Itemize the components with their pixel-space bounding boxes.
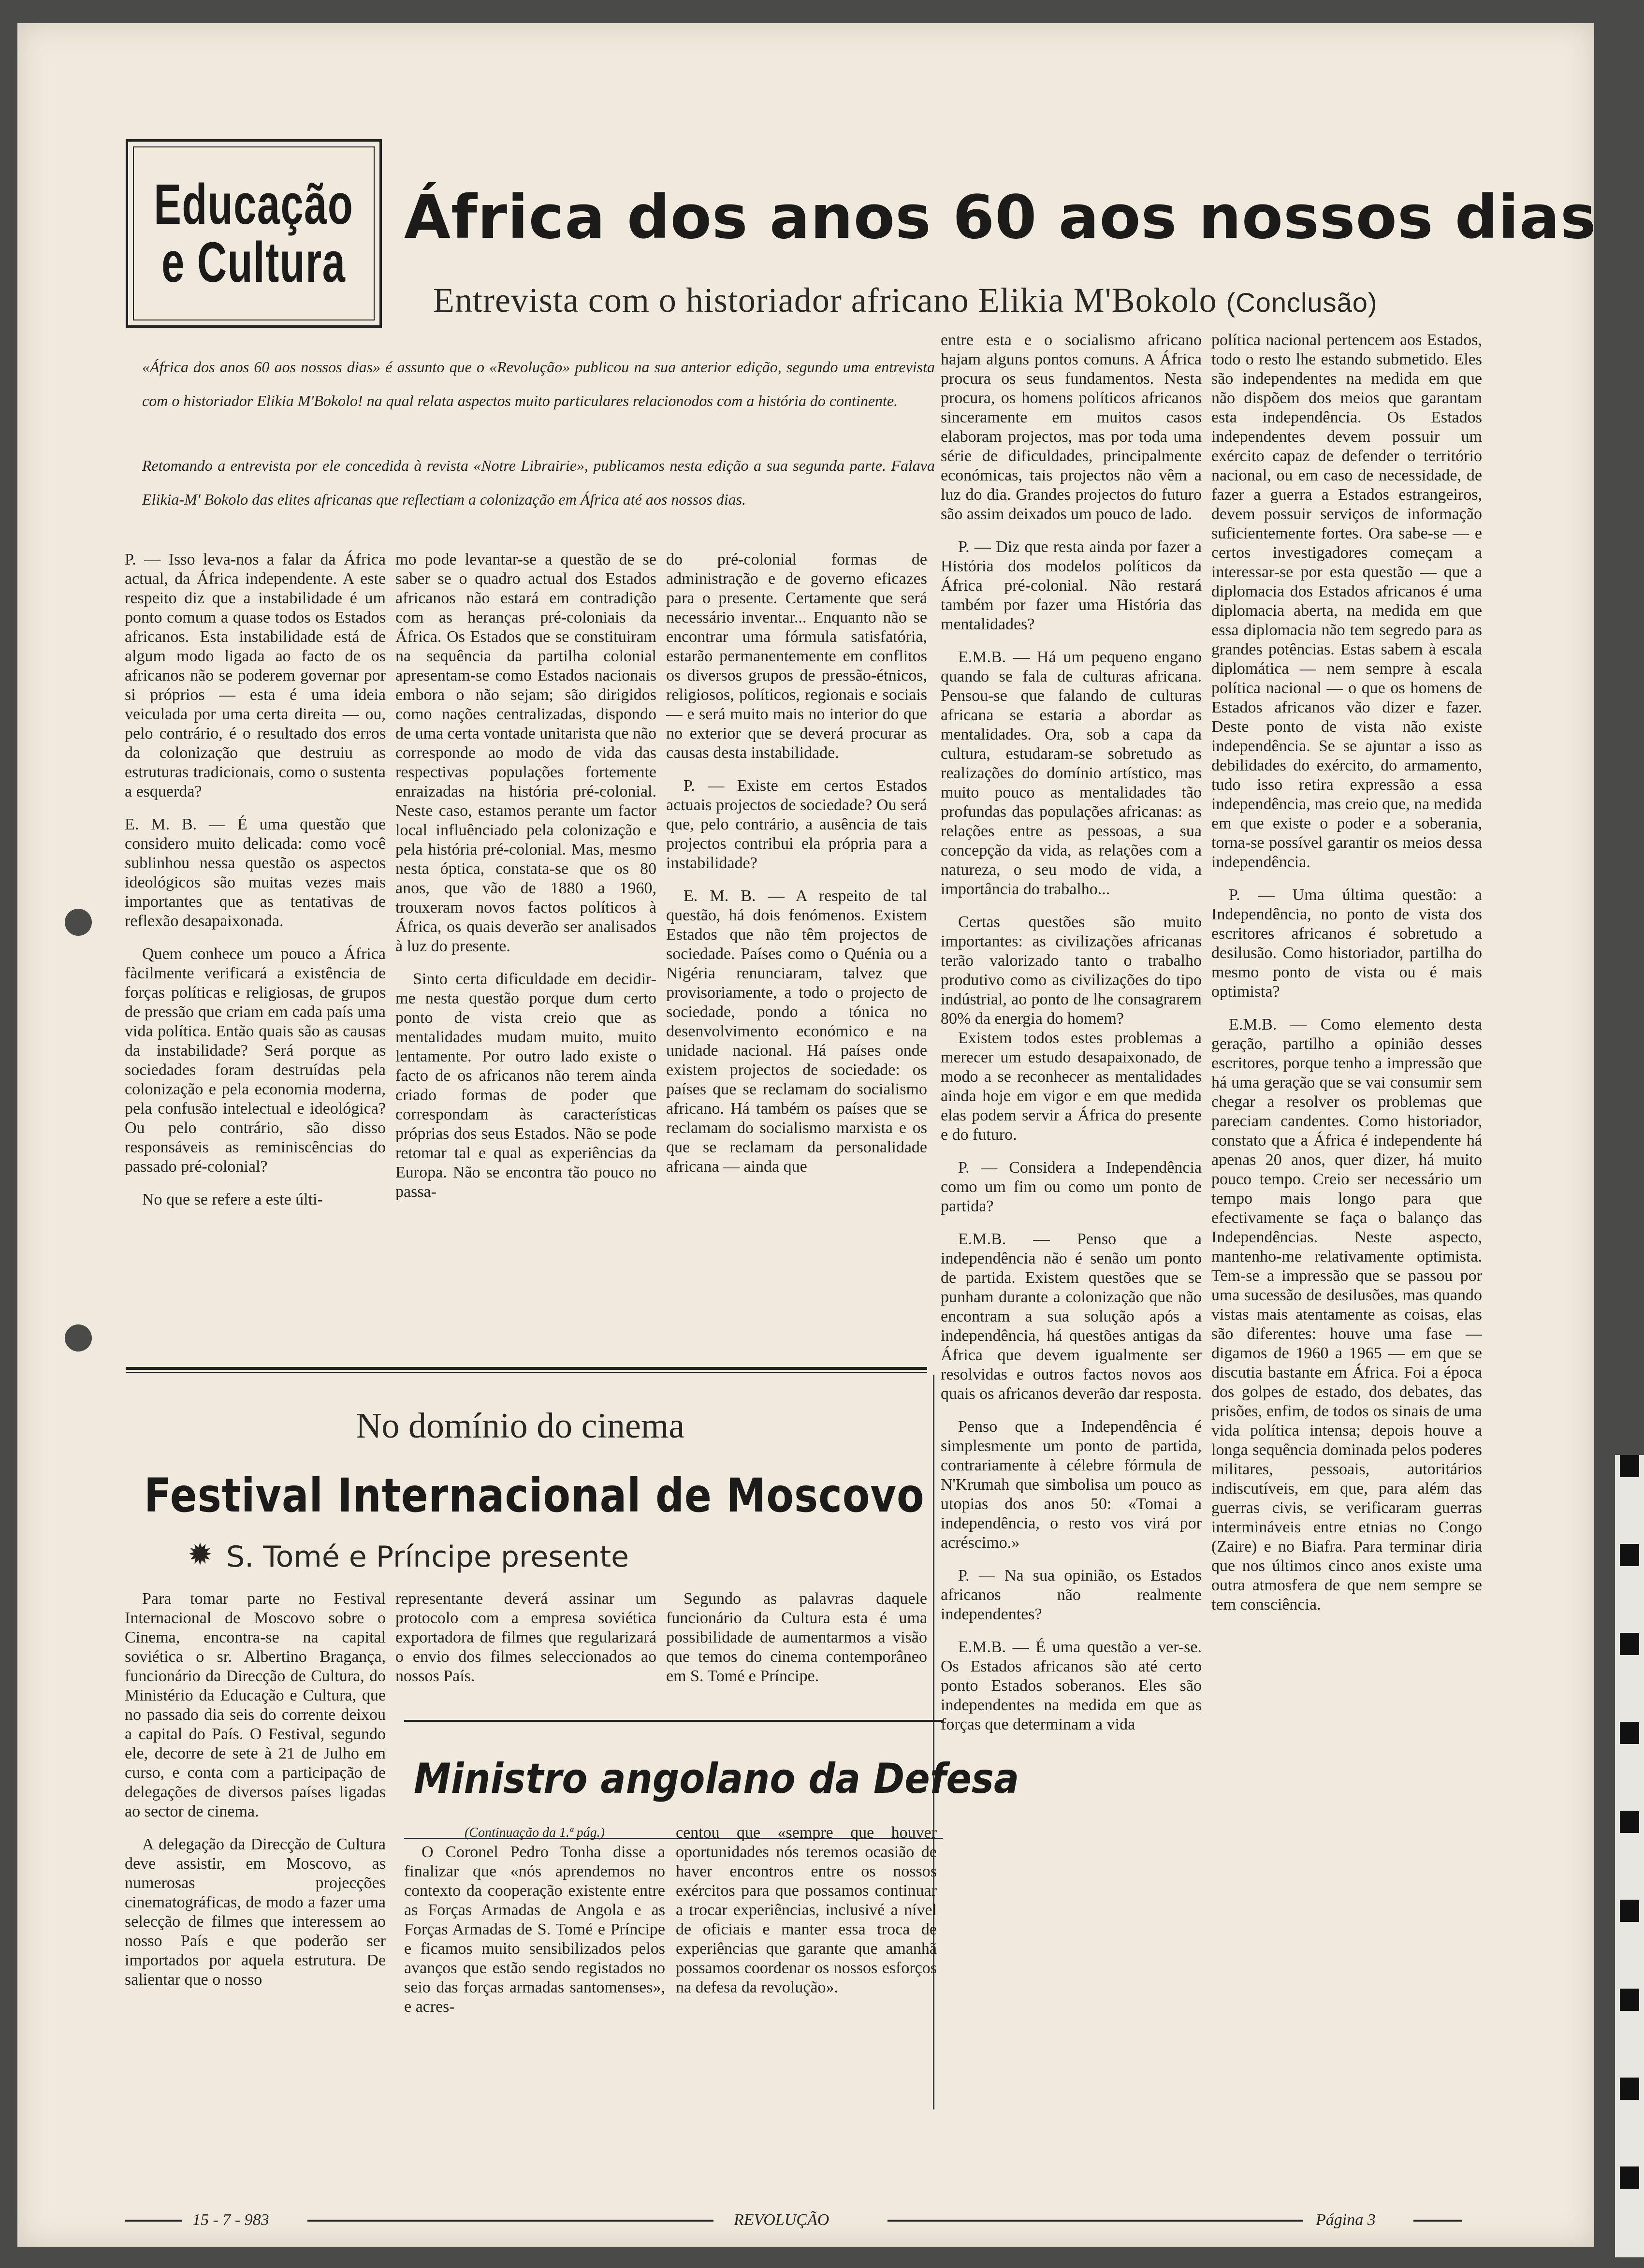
article-intro-1: «África dos anos 60 aos nossos dias» é assunto que o «Revolução» publicou na sua anterior edição, segundo uma entrevista com o historiador Elikia M'Bokolo! na qual relata aspectos muito particulares relacionodos com a história do continente. [142,358,935,409]
ministro-title: Ministro angolano da Defesa [414,1755,1019,1803]
paragraph: Penso que a Independência é simplesmente um ponto de partida, contrariamente à célebre fórmula de N'Krumah que simbolisa um pouco as utopias dos anos 50: «Tomai a independência, o resto vos virá por acréscimo.» [941,1418,1202,1552]
ruler-segment [1620,1900,1639,1922]
article-subtitle-text: Entrevista com o historiador africano Elikia M'Bokolo [433,281,1217,320]
paragraph: Certas questões são muito importantes: as civilizações africanas terão valorizado tanto o trabalho produtivo como as civilizações do tipo indústrial, ao ponto de lhe consagrarem 80% da energia do homem? [941,913,1202,1028]
paragraph: Para tomar parte no Festival Internacional de Moscovo sobre o Cinema, encontra-se na capital soviética o sr. Albertino Bragança, funcionário da Direcção de Cultura, do Ministério da Educação e Cultura, que no passado dia seis do corrente deixou a capital do País. O Festival, segundo ele, decorre de sete à 21 de Julho em curso, e conta com a participação de delegações de diversos países ligadas ao sector de cinema. [125,1590,386,1820]
paragraph: P. — Uma última questão: a Independência, no ponto de vista dos escritores africanos é sobretudo a desilusão. Como historiador, partilha do mesmo ponto de vista ou é mais optimista? [1211,886,1482,1001]
ruler-segment [1620,1811,1639,1833]
newspaper-page [17,23,1597,2247]
cinema-kicker: No domínio do cinema [356,1406,685,1446]
article-subtitle [433,280,1378,320]
footer-page: Página 3 [1316,2211,1376,2229]
cinema-column-1 [125,1589,386,1990]
scale-ruler [1615,1455,1644,2257]
festival-subtitle: S. Tomé e Príncipe presente [226,1540,629,1574]
article-column-1 [125,550,386,1209]
article-intro-2: Retomando a entrevista por ele concedida à revista «Notre Librairie», publicamos nesta edição a sua segunda parte. Falava Elikia-M' Bokolo das elites africanas que reflectiam a colonização em África até aos nossos dias. [142,457,935,508]
paragraph: mo pode levantar-se a questão de se saber se o quadro actual dos Estados africanos não estará em contradição com as heranças pré-coloniais da África. Os Estados que se constituiram na sequência da partilha colonial apresentam-se como Estados nacionais embora o não sejam; são dirigidos como nações centralizadas, dispondo de uma certa vontade unitarista que não corresponde ao modo de vida das respectivas populações fortemente enraizadas na história pré-colonial. Neste caso, estamos perante um factor local influênciado pela colonização e pela história pré-colonial. Mas, mesmo nesta óptica, constata-se que os 80 anos, que vão de 1880 a 1960, trouxeram novos factos políticos à África, os quais deverão ser analisados à luz do presente. [395,551,656,955]
ruler-segment [1620,1633,1639,1655]
paragraph: No que se refere a este últi- [142,1191,323,1208]
paragraph: E.M.B. — É uma questão a ver-se. Os Estados africanos são até certo ponto Estados soberanos. Eles são independentes na medida em que as forças que determinam a vida [941,1638,1202,1733]
ruler-segment [1620,2166,1639,2189]
footer-publication: REVOLUÇÃO [734,2211,829,2229]
paragraph: E. M. B. — A respeito de tal questão, há dois fenómenos. Existem Estados que não têm projectos de sociedade. Países como o Quénia ou a Nigéria renunciaram, talvez que provisoriamente, a todo o projecto de sociedade, pondo a tónica no desenvolvimento económico e na unidade nacional. Há países onde existem projectos de sociedade: os países que se reclamam do socialismo africano. Há também os países que se reclamam do socialismo marxista e os que se reclamam da personalidade africana — ainda que [666,887,927,1176]
ruler-segment [1620,1722,1639,1744]
paragraph: P. — Considera a Independência como um fim ou como um ponto de partida? [941,1159,1202,1215]
punch-hole [65,1324,92,1352]
ruler-segment [1620,1544,1639,1566]
section-divider-thin [126,1372,927,1373]
paragraph: entre esta e o socialismo africano hajam alguns pontos comuns. A África procura os seus fundamentos. Nesta procura, os homens políticos africanos sinceramente em muitos casos elaboram projectos, mas por toda uma série de dificuldades, principalmente económicas, tais projectos não vêm a luz do dia. Grandes projectos do futuro são assim deixados um pouco de lado. [941,331,1202,523]
ministro-column-1 [404,1823,665,2017]
paragraph: A delegação da Direcção de Cultura deve assistir, em Moscovo, as numerosas projecções cinematográficas, de modo a fazer uma selecção de filmes que interessem ao nosso País e que poderão ser importados por aquela estrutura. De salientar que o nosso [125,1835,386,1989]
paragraph: E. M. B. — É uma questão que considero muito delicada: como você sublinhou nessa questão os aspectos ideológicos são muitas vezes mais importantes que as tentativas de reflexão desapaixonada. [125,815,386,930]
festival-title: Festival Internacional de Moscovo [144,1468,925,1523]
article-title: África dos anos 60 aos nossos dias [404,183,1597,252]
article-column-5 [1211,331,1482,1614]
footer-rule [307,2220,713,2222]
paragraph: centou que «sempre que houver oportunidades nós teremos ocasião de haver encontros entre os nossos exércitos para que possamos continuar a trocar experiências, inclusivé a nível de oficiais e manter essa troca de experiências que garante que amanhã possamos coordenar os nossos esforços na defesa da revolução». [676,1824,937,1996]
ministro-column-2 [676,1823,937,1997]
paragraph: P. — Na sua opinião, os Estados africanos não realmente independentes? [941,1567,1202,1623]
section-badge [126,139,382,328]
footer-date: 15 - 7 - 983 [192,2211,269,2229]
footer-rule [1413,2220,1462,2222]
article-column-2 [395,550,656,1202]
footer-rule [125,2220,182,2222]
ruler-segment [1620,1455,1639,1477]
footer-rule [887,2220,1303,2222]
section-badge-line2: e Cultura [161,231,346,294]
paragraph: P. — Isso leva-nos a falar da África actual, da África independente. A este respeito diz que a instabilidade é um ponto comum a quase todos os Estados africanos. Esta instabilidade está de algum modo ligada ao facto de os africanos não se poderem governar por si próprios — esta é uma ideia veiculada por uma certa direita — ou, pelo contrário, é o resultado dos erros da colonização que destruiu as estruturas tradicionais, como o sustenta a esquerda? [125,551,386,800]
cinema-column-3 [666,1589,927,1686]
paragraph: E.M.B. — Há um pequeno engano quando se fala de culturas africana. Pensou-se que falando de culturas africana se estaria a abordar as mentalidades. Ora, sob a capa da cultura, estudaram-se sobretudo as realizações do domínio artístico, mas muito pouco as mentalidades tão profundas das populações africanas: as relações entre as pessoas, a sua concepção da vida, as relações com a natureza, o seu modo de vida, a importância do trabalho... [941,648,1202,898]
paragraph: P. — Existe em certos Estados actuais projectos de sociedade? Ou será que, pelo contrário, a ausência de tais projectos contribui ela própria para a instabilidade? [666,777,927,872]
paragraph: política nacional pertencem aos Estados, todo o resto lhe estando submetido. Eles são independentes na medida em que não dispõem dos meios que garantam esta independência. Os Estados independentes devem possuir um exército capaz de defender o território nacional, ou em caso de necessidade, de fazer a guerra a Estados estrangeiros, devem possuir serviços de informação suficientemente fortes. Ora sabe-se — e certos investigadores começam a interessar-se por esta questão — que a diplomacia dos Estados africanos é uma diplomacia aberta, na medida em que essa diplomacia não tem segredo para as grandes potências. Estas sabem à escala diplomática — nem sempre à escala política nacional — o que os homens de Estados africanos vão dizer e fazer. Deste ponto de vista não existe independência. Se se ajuntar a isso as debilidades do exército, do armamento, tudo isso retira expressão a essa independência, mas creio que, na medida em que existe o poder e a soberania, torna-se possível garantir os meios dessa independência. [1211,331,1482,871]
ruler-segment [1620,1989,1639,2011]
section-badge-line1: Educação [154,173,354,236]
star-icon: ✹ [188,1539,213,1571]
punch-hole [65,909,92,936]
paragraph: P. — Diz que resta ainda por fazer a História dos modelos políticos da África pré-colonial. Não restará também por fazer uma História das mentalidades? [941,538,1202,633]
paragraph: Segundo as palavras daquele funcionário da Cultura esta é uma possibilidade de aumentarmos a visão que temos do cinema contemporâneo em S. Tomé e Príncipe. [666,1590,927,1685]
conclusion-tag: (Conclusão) [1226,287,1378,318]
paragraph: representante deverá assinar um protocolo com a empresa soviética exportadora de filmes que regularizará o envio dos filmes seleccionados ao nossos País. [395,1590,656,1685]
paragraph: E.M.B. — Como elemento desta geração, partilho a opinião desses escritores, porque tenho a impressão que há uma geração que se vai consumir sem chegar a resolver os problemas que pareciam candentes. Como historiador, constato que a África é independente há apenas 20 anos, quer dizer, há muito pouco tempo. Creio ser necessário um tempo mais longo para que efectivamente se faça o balanço das Independências. Neste aspecto, mantenho-me relativamente optimista. Tem-se a impressão que se passou por uma sucessão de desilusões, mas quando vistas mais atentamente as coisas, elas são diferentes: houve uma fase — digamos de 1960 a 1965 — em que se discutia bastante em África. Foi a época dos golpes de estado, dos debates, das prisões, enfim, de todos os sinais de uma vida política intensa; depois houve a longa sequência dominada pelos poderes militares, pessoais, autoritários indiscutíveis, em que, para além das guerras civis, se verificaram guerras intermináveis entre etnias no Congo (Zaire) e no Biafra. Para terminar diria que nos últimos cinco anos existe uma outra atmosfera de que nem sempre se tem consciência. [1211,1016,1482,1614]
paragraph: E.M.B. — Penso que a independência não é senão um ponto de partida. Existem questões que se punham durante a colonização que não encontram a sua solução após a independência, há questões antigas da África que devem igualmente ser resolvidas e outros factos novos aos quais os africanos deverão dar resposta. [941,1230,1202,1403]
paragraph: do pré-colonial formas de administração e de governo eficazes para o presente. Certamente que será necessário inventar... Enquanto não se encontrar uma fórmula satisfatória, estarão permanentemente em conflitos os diversos grupos de pressão-étnicos, religiosos, políticos, regionais e sociais — e será muito mais no interior do que no exterior que se deverá procurar as causas desta instabilidade. [666,551,927,762]
ruler-segment [1620,2078,1639,2100]
paragraph: Existem todos estes problemas a merecer um estudo desapaixonado, de modo a se reconhecer as mentalidades ainda hoje em vigor e em que medida elas podem servir a África do presente e do futuro. [941,1029,1202,1144]
paragraph: Sinto certa dificuldade em decidir-me nesta questão porque dum certo ponto de vista creio que as mentalidades mudam muito, muito lentamente. Por outro lado existe o facto de os africanos não terem ainda criado formas de poder que correspondam às características próprias dos seus Estados. Não se pode retomar tal e qual as experiências da Europa. Não se encontra tão pouco no passa- [395,970,656,1201]
continuation-note: (Continuação da 1.ª pág.) [464,1825,605,1840]
article-column-3 [666,550,927,1177]
paragraph: Quem conhece um pouco a África fàcilmente verificará a existência de forças políticas e religiosas, de grupos de pressão que criam em cada país uma vida política. Então quais são as causas da instabilidade? Será porque as sociedades foram destruídas pela colonização e pela economia moderna, pela confusão intelectual e ideológica? Ou pelo contrário, são disso responsáveis as reminiscências do passado pré-colonial? [125,945,386,1176]
section-divider [126,1367,927,1370]
cinema-column-2 [395,1589,656,1686]
paragraph: O Coronel Pedro Tonha disse a finalizar que «nós aprendemos no contexto da cooperação existente entre as Forças Armadas de Angola e as Forças Armadas de S. Tomé e Príncipe e ficamos muito sensibilizados pelos avanços que estão sendo registados no seio das forças armadas santomenses», e acres- [404,1843,665,2016]
article-column-4 [941,331,1202,1734]
